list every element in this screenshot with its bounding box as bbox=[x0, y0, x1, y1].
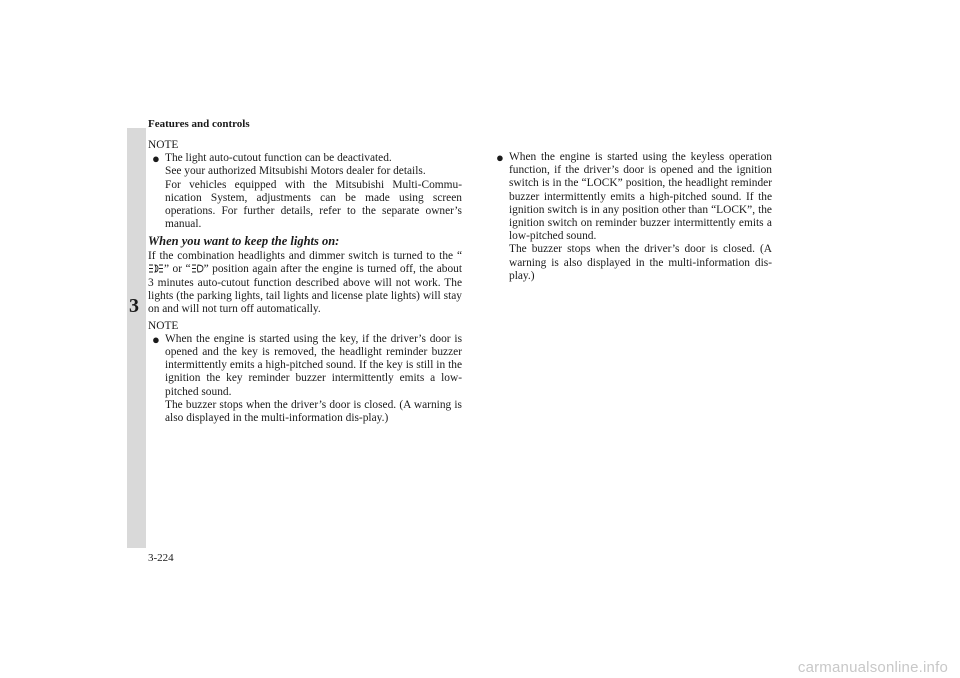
note-line: See your authorized Mitsubishi Motors dealer for details. bbox=[165, 165, 426, 178]
note-line: The buzzer stops when the driver’s door is closed. (A warning is also displayed in the multi-information dis-play.) bbox=[165, 398, 462, 425]
chapter-number: 3 bbox=[129, 295, 139, 317]
left-column bbox=[148, 139, 462, 425]
body-text: ” or “ bbox=[164, 262, 191, 275]
note-bullet bbox=[496, 151, 772, 283]
right-column bbox=[496, 151, 772, 283]
section-heading: When you want to keep the lights on: bbox=[148, 234, 340, 249]
bullet-dot: ● bbox=[152, 151, 160, 167]
headlamp-icon bbox=[191, 264, 204, 277]
note-line: The buzzer stops when the driver’s door is closed. (A warning is also displayed in the multi-information dis-play.) bbox=[509, 243, 772, 282]
note-bullet bbox=[148, 333, 462, 425]
note-label: NOTE bbox=[148, 139, 179, 151]
body-text: If the combination headlights and dimmer switch is turned to the “ bbox=[148, 249, 462, 262]
bullet-dot: ● bbox=[152, 331, 160, 347]
page-header: Features and controls bbox=[148, 118, 250, 130]
note-label: NOTE bbox=[148, 319, 179, 332]
bullet-dot: ● bbox=[496, 150, 504, 165]
watermark-link[interactable]: carmanualsonline.info bbox=[797, 658, 948, 676]
note-line: When the engine is started using the key, if the driver’s door is opened and the key is removed, the headlight reminder buzzer intermittently emits a high-pitched sound. If the key is still in the ignition the key reminder buzzer intermittently emits a low-pitched sound. bbox=[165, 332, 462, 398]
note-line: For vehicles equipped with the Mitsubishi Multi-Commu-nication System, adjustments can be made using screen operations. For further details, refer to the separate owner’s manual. bbox=[165, 178, 462, 231]
note-bullet bbox=[148, 152, 462, 231]
body-text: ” position again after the engine is turned off, the about 3 minutes auto-cutout function described above will not work. The lights (the parking lights, tail lights and license plate lights) will stay on and will not turn off automatically. bbox=[148, 262, 463, 316]
chapter-tab bbox=[127, 128, 146, 548]
page-number: 3-224 bbox=[148, 552, 174, 564]
note-line: When the engine is started using the keyless operation function, if the driver’s door is opened and the ignition switch is in the “LOCK” position, the headlight reminder buzzer intermittently emits a high-pitched sound. If the ignition switch is in any position other than “LOCK”, the ignition switch on reminder buzzer intermittently emits a low-pitched sound. bbox=[509, 151, 772, 243]
note-line: The light auto-cutout function can be deactivated. bbox=[165, 152, 392, 165]
body-paragraph bbox=[148, 250, 462, 317]
parking-lamp-icon bbox=[148, 264, 164, 277]
